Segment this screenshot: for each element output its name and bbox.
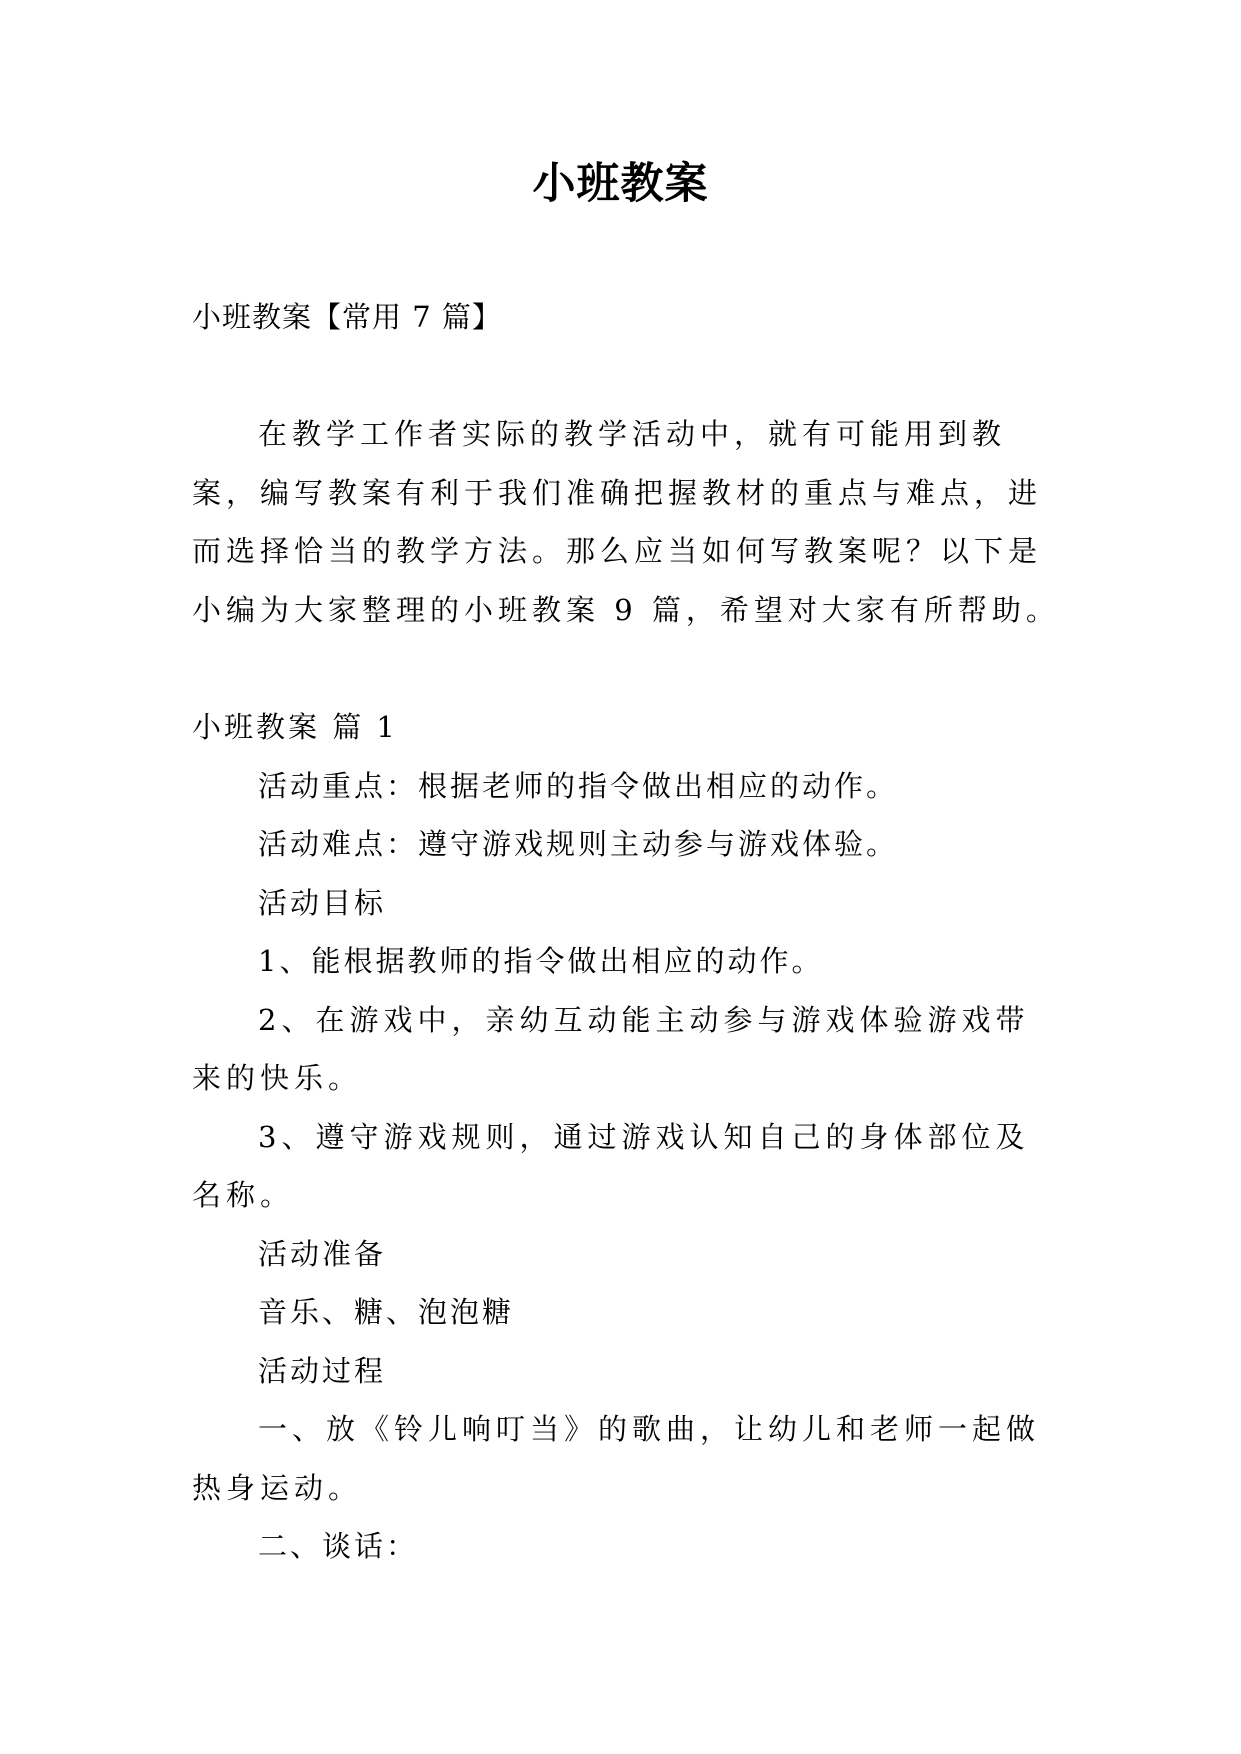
paragraph-goals-heading: 活动目标 — [258, 885, 387, 920]
paragraph-goal-3: 3、遵守游戏规则，通过游戏认知自己的身体部位及名称。 — [192, 1119, 1030, 1212]
document-title: 小班教案 — [532, 159, 709, 209]
paragraph-activity-focus: 活动重点：根据老师的指令做出相应的动作。 — [258, 768, 899, 803]
paragraph-goal-1: 1、能根据教师的指令做出相应的动作。 — [258, 944, 824, 978]
section-heading: 小班教案 篇 1 — [192, 710, 398, 744]
intro-paragraph: 在教学工作者实际的教学活动中，就有可能用到教案，编写教案有利于我们准确把握教材的重点与难点，进而选择恰当的教学方法。那么应当如何写教案呢？以下是小编为大家整理的小班教案 9 篇，希望对大家有所帮助。 — [192, 417, 1060, 627]
paragraph-preparation-heading: 活动准备 — [258, 1236, 387, 1271]
section-1 — [192, 698, 1062, 1576]
paragraph-process-heading: 活动过程 — [258, 1353, 387, 1388]
document-subtitle: 小班教案【常用 7 篇】 — [192, 300, 502, 334]
paragraph-step-1: 一、放《铃儿响叮当》的歌曲，让幼儿和老师一起做热身运动。 — [192, 1412, 1041, 1505]
paragraph-goal-2: 2、在游戏中，亲幼互动能主动参与游戏体验游戏带来的快乐。 — [192, 1002, 1030, 1095]
paragraph-step-2: 二、谈话： — [258, 1529, 419, 1563]
paragraph-activity-difficulty: 活动难点：遵守游戏规则主动参与游戏体验。 — [258, 827, 899, 861]
paragraph-materials: 音乐、糖、泡泡糖 — [258, 1295, 515, 1329]
